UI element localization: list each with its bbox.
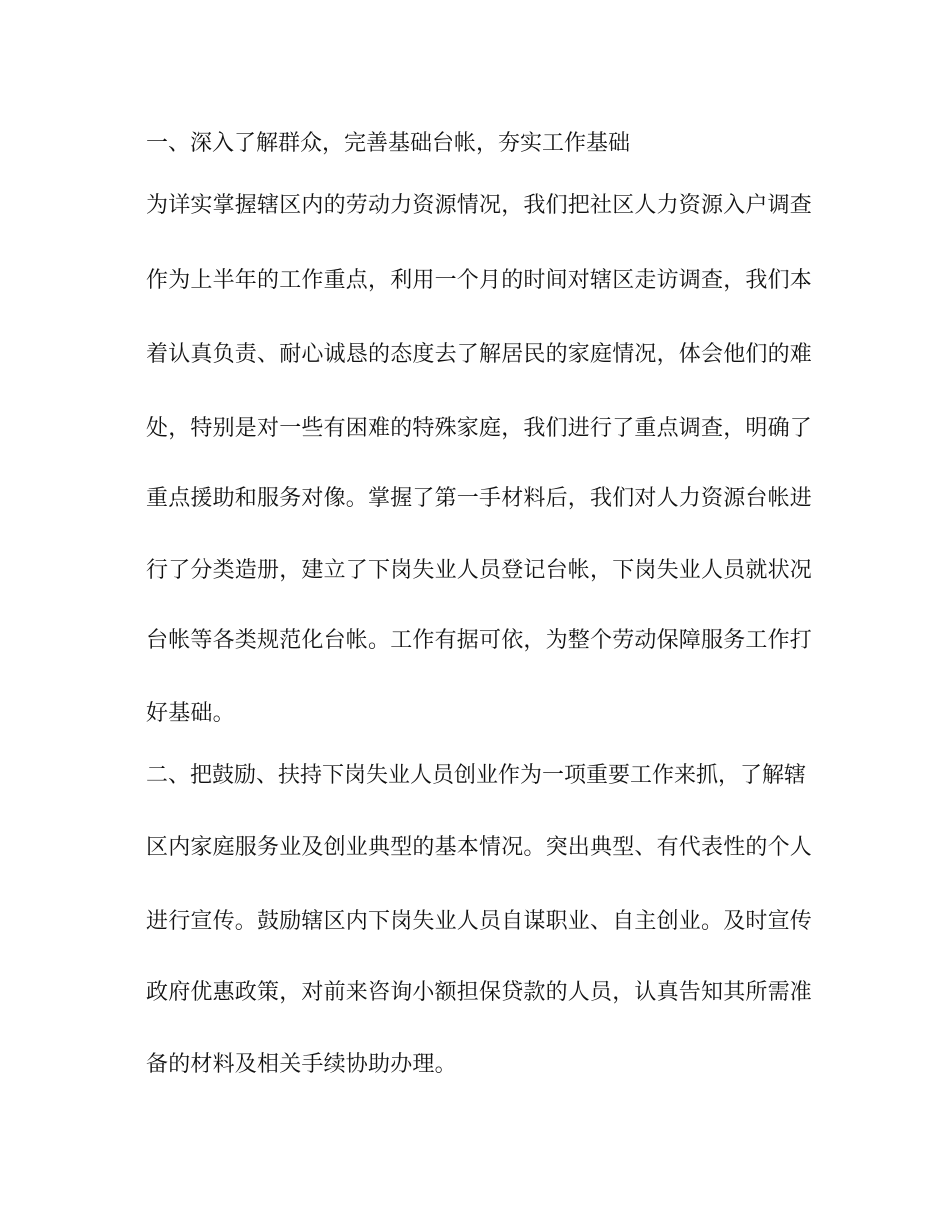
- paragraph-1-line-1: 为详实掌握辖区内的劳动力资源情况，我们把社区人力资源入户调查: [146, 193, 813, 218]
- paragraph-2-line-1: 区内家庭服务业及创业典型的基本情况。突出典型、有代表性的个人: [146, 835, 813, 860]
- paragraph-1-line-2: 作为上半年的工作重点，利用一个月的时间对辖区走访调查，我们本: [146, 268, 813, 293]
- section-2-heading: 二、把鼓励、扶持下岗失业人员创业作为一项重要工作来抓，了解辖: [146, 763, 807, 788]
- paragraph-1-line-5: 重点援助和服务对像。掌握了第一手材料后，我们对人力资源台帐进: [146, 486, 813, 511]
- paragraph-2-line-3: 政府优惠政策，对前来咨询小额担保贷款的人员，认真告知其所需准: [146, 980, 813, 1005]
- paragraph-1-line-8: 好基础。: [146, 701, 235, 726]
- paragraph-2-line-4: 备的材料及相关手续协助办理。: [146, 1052, 457, 1077]
- section-1-heading: 一、深入了解群众，完善基础台帐，夯实工作基础: [146, 131, 631, 156]
- paragraph-1-line-3: 着认真负责、耐心诚恳的态度去了解居民的家庭情况，体会他们的难: [146, 342, 813, 367]
- paragraph-1-line-4: 处，特别是对一些有困难的特殊家庭，我们进行了重点调查，明确了: [146, 416, 813, 441]
- paragraph-2-line-2: 进行宣传。鼓励辖区内下岗失业人员自谋职业、自主创业。及时宣传: [146, 909, 813, 934]
- paragraph-1-line-6: 行了分类造册，建立了下岗失业人员登记台帐，下岗失业人员就状况: [146, 558, 813, 583]
- paragraph-1-line-7: 台帐等各类规范化台帐。工作有据可依，为整个劳动保障服务工作打: [146, 628, 813, 653]
